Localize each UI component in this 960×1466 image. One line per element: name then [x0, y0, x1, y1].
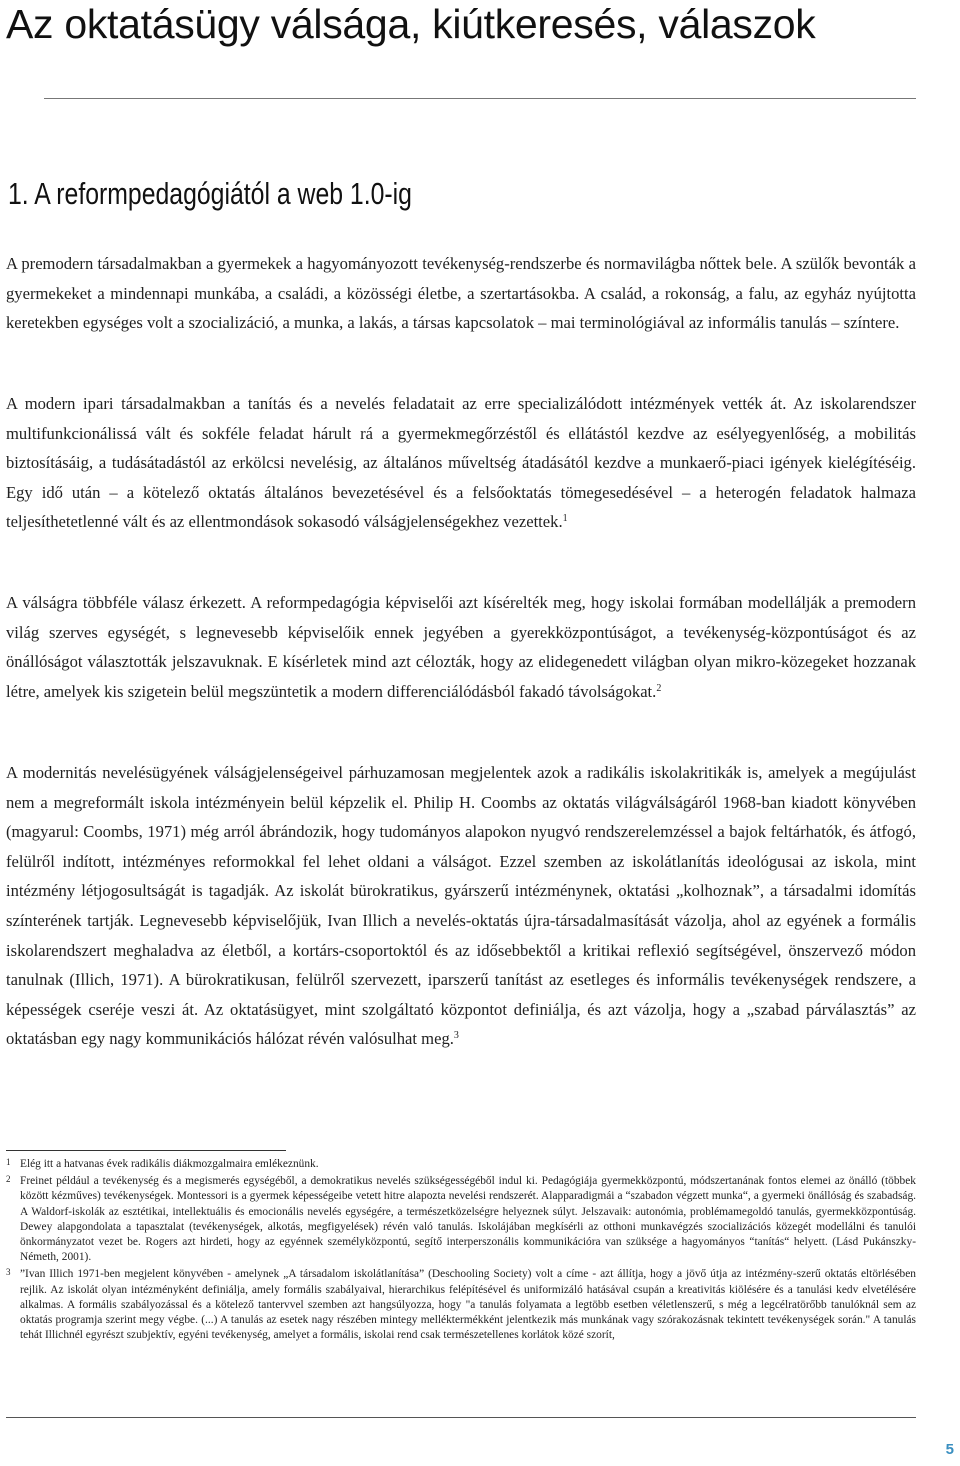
footnotes-section — [6, 1157, 916, 1345]
footnote-ref[interactable]: 2 — [656, 682, 662, 694]
page-number: 5 — [945, 1441, 954, 1458]
footnote-number: 1 — [6, 1157, 11, 1167]
footnote-item — [6, 1157, 916, 1172]
footnote-number: 3 — [6, 1267, 11, 1278]
title-divider — [44, 98, 916, 99]
paragraph-modern — [6, 389, 916, 537]
footnote-item — [6, 1174, 916, 1265]
paragraph-reform — [6, 588, 916, 706]
paragraph-text: A premodern társadalmakban a gyermekek a hagyományozott tevékenység-rendszerbe és normavilágba nőttek bele. A szülők bevonták a gyermekeket a mindennapi munkába, a családi, a közösségi életbe, a szertartásokba. A család, a rokonság, a falu, az egyház nyújtotta keretekben egységes volt a szocializáció, a munka, a lakás, a társas kapcsolatok – mai terminológiával az informális tanulás – színtere. — [6, 254, 916, 333]
paragraph-text: A válságra többféle válasz érkezett. A reformpedagógia képviselői azt kísérelték meg, hogy iskolai formában modellálják a premodern világ szerves egységét, s legnevesebb képviselőik ennek jegyében a gyerekközpontúságot, a tevékenység-központúságot és az önállóságot választották jelszavuknak. E kísérletek mind azt célozták, hogy az elidegenedett világban olyan mikro-közegeket hozzanak létre, amelyek kis szigetein belül megszüntetik a modern differenciálódásból fakadó távolságokat. — [6, 593, 916, 701]
paragraph-text: A modern ipari társadalmakban a tanítás és a nevelés feladatait az erre specializálódott intézmények vették át. Az iskolarendszer multifunkcionálissá vált és sokféle feladat hárult rá a gyermekmegőrzéstől és ellátástól kezdve az esélyegyenlőség, a mobilitás biztosításáig, a tudásátadástól az erkölcsi nevelésig, az általános műveltség átadásától kezdve a munkaerő-piaci igények kielégítéséig. Egy idő után – a kötelező oktatás általános bevezetésével és a felsőoktatás tömegesedésével – a heterogén feladatok halmaza teljesíthetetlenné vált és az ellentmondások sokasodó válságjelenségekhez vezettek. — [6, 394, 916, 532]
paragraph-text: A modernitás nevelésügyének válságjelenségeivel párhuzamosan megjelentek azok a radikális iskolakritikák is, amelyek a megújulást nem a megreformált iskola intézményein belül képzelik el. Philip H. Coombs az oktatás világválságáról 1968-ban kiadott könyvében (magyarul: Coombs, 1971) még arról ábrándozik, hogy tudományos alapokon nyugvó rendszerelemzéssel a bajok feltárhatók, és átfogó, felülről indított, intézményes reformokkal fel lehet oldani a válságot. Ezzel szemben az iskolátlanítás ideológusai az iskola, mint intézmény létjogosultságát is tagadják. Az iskolát bürokratikus, gyárszerű intézménynek, oktatási „kolhoznak”, a társadalmi idomítás színterének tartják. Legnevesebb képviselőjük, Ivan Illich a nevelés-oktatás újra-társadalmasítását vázolja, ahol az egyének a formális iskolarendszert meghaladva az életből, a kortárs-csoportoktól és az idősebbektől a kritikai reflexió segítségével, önszervező módon tanulnak (Illich, 1971). A bürokratikusan, felülről szervezett, iparszerű tanítást az esetleges és informális tevékenységek rendszere, a képességek cseréje veszi át. Az oktatásügyet, mint szolgáltató központot definiálja, és azt vázolja, hogy a „szabad párválasztás” az oktatásban egy nagy kommunikációs hálózat révén valósulhat meg. — [6, 763, 916, 1049]
section-heading: 1. A reformpedagógiától a web 1.0-ig — [8, 176, 412, 211]
footnote-text: Freinet például a tevékenység és a megismerés egységéből, a demokratikus nevelés szükségességéből indul ki. Pedagógiája gyermekközpontú, módszertanának fontos elemei az önálló (többek között kézműves) tevékenységek. Montessori is a gyermek képességeibe vetett hitre alapozta nevelési rendszerét. Alapparadigmái a “szabadon végzett munka“, a gyermeki önállóság és szabadság. A Waldorf-iskolák az esztétikai, intellektuális és emocionális nevelés egységére, a természetközelségre helyeznek súlyt. Jelszavaik: autonómia, problémamegoldó tanulás, gyermekközpontúság. Dewey alapgondolata a tapasztalat (tevékenységek, alkotás, megfigyelések) révén való tanulás. Iskolájában megkísérli az otthoni munkavégzés szocializációs közegét modellálni és tanulói önkormányzatot vezet be. Rogers azt hirdeti, hogy az egyénnek személyközpontú, segítő interperszonális kommunikációra van szüksége a hagyományos “tanítás“ helyett. (Lásd Pukánszky-Németh, 2001). — [20, 1175, 916, 1264]
paragraph-critique — [6, 758, 916, 1054]
footnote-text: Elég itt a hatvanas évek radikális diákmozgalmaira emlékeznünk. — [20, 1158, 319, 1170]
page-title: Az oktatásügy válsága, kiútkeresés, válaszok — [6, 1, 816, 47]
page-bottom-divider — [6, 1417, 916, 1418]
paragraph-premodern — [6, 249, 916, 338]
footnote-text: ”Ivan Illich 1971-ben megjelent könyvében - amelynek „A társadalom iskolátlanítása” (Deschooling Society) volt a címe - azt állítja, hogy a jövő útja az intézmény-szerű oktatás eltörlésében rejlik. Az iskolát olyan intézményként definiálja, amely formális szabályaival, hierarchikus felépítésével és uniformizáló hatásával csupán a kreativitás kiölésére és a tanulási kedv elvetélésére alkalmas. A formális szabályozással és a kötelező tantervvel szemben azt hangsúlyozza, hogy "a tanulás folyamata a legtöbb esetben véletlenszerű, s még a legcélratörőbb tanulóknál sem az oktatás programja szerint megy végbe. (...) A tanulás az esetek nagy részében mintegy melléktermékként jelentkezik más munkának vagy szórakozásnak tekintett tevékenységek során." A tanulás tehát Illichnél egyrészt szubjektív, egyéni tevékenység, amelyet a formális, iskolai rend csak természetellenes korlátok közé szorít, — [20, 1268, 916, 1342]
footnote-ref[interactable]: 3 — [453, 1030, 459, 1042]
footnote-number: 2 — [6, 1174, 11, 1185]
footnote-item — [6, 1267, 916, 1343]
footnote-divider — [6, 1150, 286, 1151]
footnote-ref[interactable]: 1 — [562, 513, 568, 525]
